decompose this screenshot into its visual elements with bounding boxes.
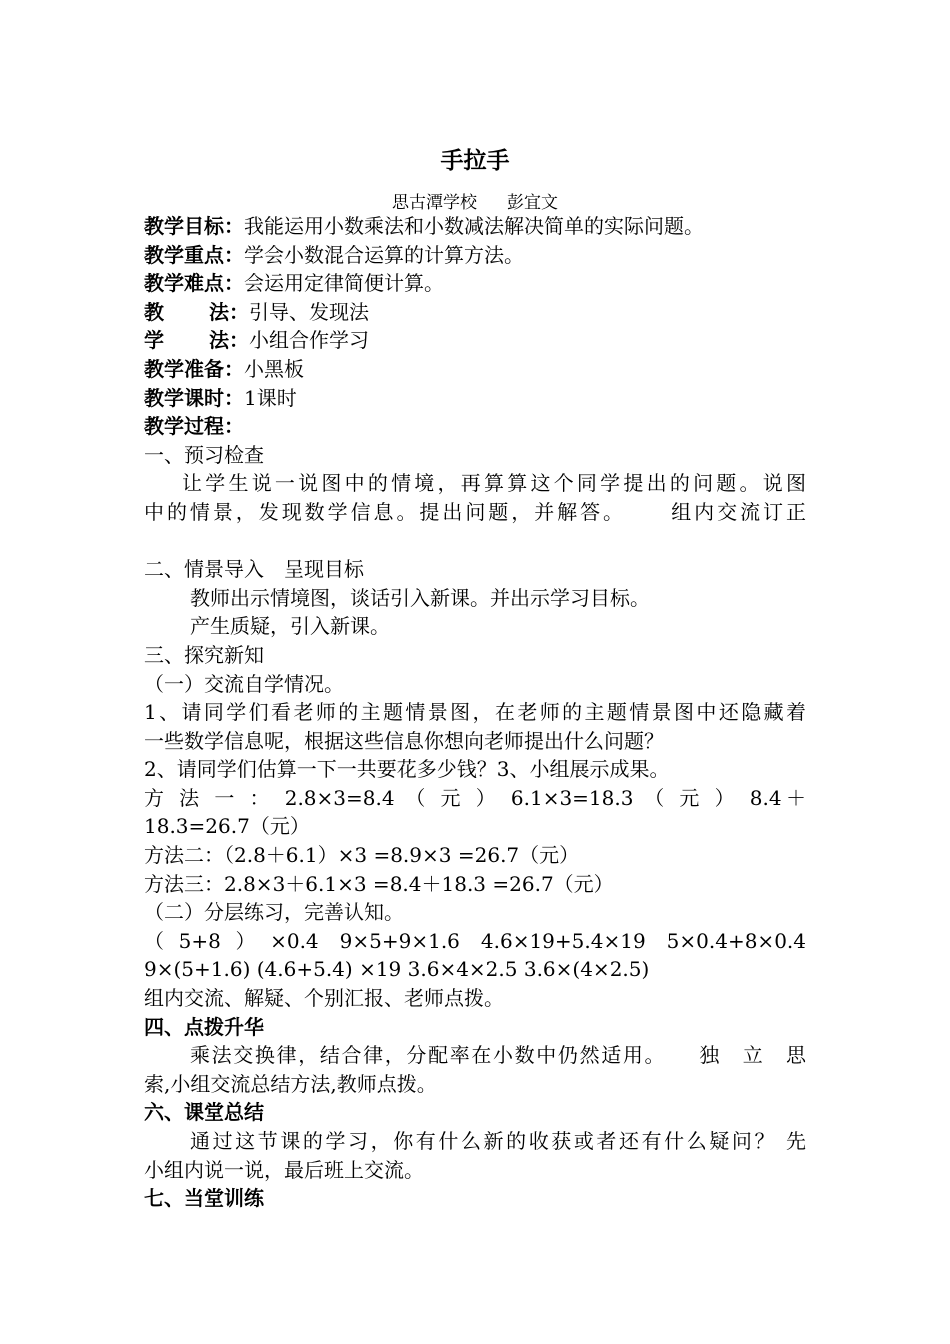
question-2: 2、请同学们估算一下一共要花多少钱？3、小组展示成果。	[144, 757, 670, 782]
difficulty-label: 教学难点：	[144, 271, 244, 296]
subsection-1-heading: （一）交流自学情况。	[144, 671, 344, 696]
exercise-followup: 组内交流、解疑、个别汇报、老师点拨。	[144, 986, 504, 1011]
goal-label: 教学目标：	[144, 214, 244, 238]
section-4-heading: 四、点拨升华	[144, 1014, 264, 1039]
subsection-2-heading: （二）分层练习，完善认知。	[144, 900, 404, 925]
section-4-paragraph-cont: 索,小组交流总结方法,教师点拨。	[144, 1071, 437, 1096]
section-3-heading: 三、探究新知	[144, 642, 264, 667]
method-label-b: 法：	[209, 299, 249, 324]
prep-row	[144, 355, 806, 384]
learn-row	[144, 326, 806, 355]
learn-text: 小组合作学习	[249, 328, 369, 353]
method-text: 引导、发现法	[249, 299, 369, 324]
method-2: 方法二：（2.8＋6.1）×3 =8.9×3 =26.7（元）	[144, 843, 580, 868]
section-1-heading: 一、预习检查	[144, 442, 264, 467]
author-name: 彭宜文	[507, 193, 558, 213]
hours-text: 1课时	[244, 385, 297, 410]
difficulty-row	[144, 269, 806, 298]
blank-line	[144, 527, 806, 556]
prep-text: 小黑板	[244, 356, 304, 381]
section-6-paragraph: 通过这节课的学习，你有什么新的收获或者还有什么疑问？ 先	[190, 1129, 806, 1153]
exercise-row-1: （5+8）×0.4 9×5+9×1.6 4.6×19+5.4×19 5×0.4+8×0.4	[144, 928, 806, 953]
section-2-paragraph-2: 产生质疑，引入新课。	[190, 614, 390, 639]
method-row	[144, 298, 806, 327]
exercise-row-2: 9×(5+1.6) (4.6+5.4) ×19 3.6×4×2.5 3.6×(4×2.5)	[144, 957, 650, 982]
focus-row	[144, 241, 806, 270]
question-1: 1、请同学们看老师的主题情景图，在老师的主题情景图中还隐藏着	[144, 700, 806, 725]
learn-label-b: 法：	[209, 328, 249, 353]
method-1-cont: 18.3=26.7（元）	[144, 814, 310, 839]
lesson-plan-body	[144, 212, 806, 1213]
section-6-heading: 六、课堂总结	[144, 1100, 264, 1125]
school-name: 思古潭学校	[392, 193, 477, 213]
question-1-cont: 一些数学信息呢，根据这些信息你想向老师提出什么问题？	[144, 728, 664, 753]
learn-label-a: 学	[144, 328, 164, 353]
section-2-paragraph-1: 教师出示情境图，谈话引入新课。并出示学习目标。	[190, 585, 650, 610]
section-2-heading: 二、情景导入 呈现目标	[144, 557, 364, 582]
goal-text: 我能运用小数乘法和小数减法解决简单的实际问题。	[244, 214, 704, 238]
section-4-paragraph: 乘法交换律，结合律，分配率在小数中仍然适用。 独 立 思	[190, 1043, 806, 1068]
difficulty-text: 会运用定律简便计算。	[244, 271, 444, 296]
process-label: 教学过程：	[144, 414, 244, 439]
focus-text: 学会小数混合运算的计算方法。	[244, 242, 524, 267]
section-7-heading: 七、当堂训练	[144, 1186, 264, 1211]
method-1: 方 法 一 ： 2.8×3=8.4 （ 元 ） 6.1×3=18.3 （ 元 ） 8.4＋	[144, 785, 806, 810]
byline	[0, 188, 950, 213]
section-1-paragraph: 让学生说一说图中的情境，再算算这个同学提出的问题。说图	[182, 471, 806, 496]
hours-label: 教学课时：	[144, 385, 244, 410]
hours-row	[144, 384, 806, 413]
method-3: 方法三：2.8×3＋6.1×3 =8.4＋18.3 =26.7（元）	[144, 871, 614, 896]
document-title: 手拉手	[440, 148, 510, 174]
focus-label: 教学重点：	[144, 242, 244, 267]
method-label-a: 教	[144, 299, 164, 324]
section-6-paragraph-cont: 小组内说一说，最后班上交流。	[144, 1157, 424, 1182]
section-1-paragraph-cont: 中的情景，发现数学信息。提出问题，并解答。 组内交流订正	[144, 499, 806, 524]
prep-label: 教学准备：	[144, 356, 244, 381]
goal-row	[144, 212, 806, 241]
